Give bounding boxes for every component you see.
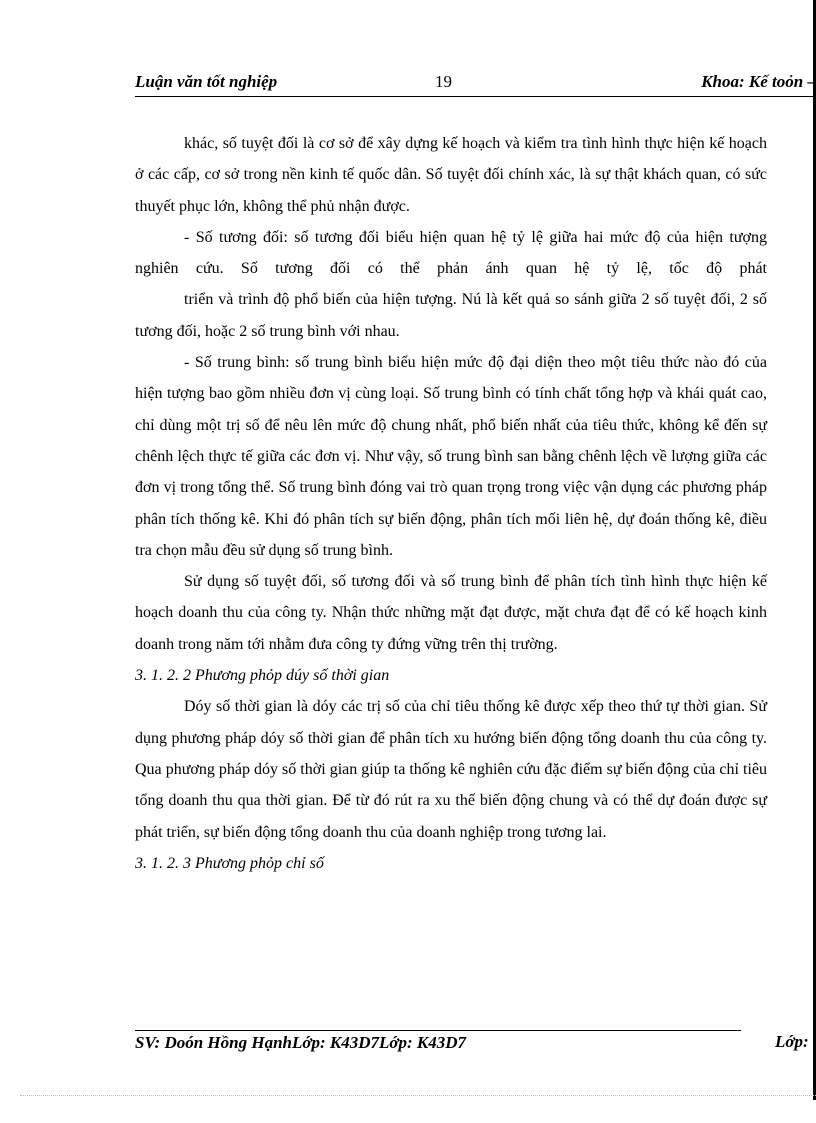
header-title: Luận văn tốt nghiệp [135, 72, 278, 91]
header-department: Khoa: Kế toỏn – [701, 72, 816, 91]
page-bottom-divider [20, 1095, 816, 1096]
paragraph-usage: Sử dụng số tuyệt đối, số tương đối và số trung bình để phân tích tình hình thực hiện kế hoạch doanh thu của công ty. Nhận thức những mặt đạt được, mặt chưa đạt để có kế hoạch kinh doanh trong năm tới nhằm đưa công ty đứng vững trên thị trường. [135, 573, 767, 653]
section-heading-time-series: 3. 1. 2. 2 Phương phỏp dúy số thời gian [135, 667, 390, 685]
paragraph-absolute-numbers: khác, số tuyệt đối là cơ sở để xây dựng kế hoạch và kiểm tra tình hình thực hiện kế hoạch ở các cấp, cơ sở trong nền kinh tế quốc dân. Số tuyệt đối chính xác, là sự thật khách quan, có sức thuyết phục lớn, không thể phủ nhận được. [135, 135, 767, 215]
footer-class-label: Lớp: [775, 1032, 809, 1051]
paragraph-relative-continued: triển và trình độ phổ biến của hiện tượng. Nú là kết quả so sánh giữa 2 số tuyệt đối, 2 số tương đối, hoặc 2 số trung bình với nhau. [135, 291, 767, 340]
document-body [135, 128, 767, 879]
page-number: 19 [435, 72, 452, 91]
footer-student-name: SV: Doón Hồng HạnhLớp: K43D7Lớp: K43D7 [135, 1033, 467, 1052]
page-header [135, 72, 816, 97]
paragraph-time-series: Dóy số thời gian là dóy các trị số của chỉ tiêu thống kê được xếp theo thứ tự thời gian. Sử dụng phương pháp dóy số thời gian để phân tích xu hướng biến động tổng doanh thu của công ty. Qua phương pháp dóy số thời gian giúp ta thống kê nghiên cứu đặc điểm sự biến động của chỉ tiêu tổng doanh thu qua thời gian. Để từ đó rút ra xu thế biến động chung và có thể dự đoán được sự phát triển, sự biến động tổng doanh thu của doanh nghiệp trong tương lai. [135, 698, 767, 841]
paragraph-average-numbers: - Số trung bình: số trung bình biểu hiện mức độ đại diện theo một tiêu thức nào đó của hiện tượng bao gồm nhiều đơn vị cùng loại. Số trung bình có tính chất tổng hợp và khái quát cao, chỉ dùng một trị số để nêu lên mức độ chung nhất, phổ biến nhất của tiêu thức, không kể đến sự chênh lệch thực tế giữa các đơn vị. Như vậy, số trung bình san bằng chênh lệch về lượng giữa các đơn vị trong tổng thể. Số trung bình đóng vai trò quan trọng trong việc vận dụng các phương pháp phân tích thống kê. Khi đó phân tích sự biến động, phân tích mối liên hệ, dự đoán thống kê, điều tra chọn mẫu đều sử dụng số trung bình. [135, 354, 767, 559]
page-footer [135, 1030, 741, 1052]
section-heading-index: 3. 1. 2. 3 Phương phỏp chỉ số [135, 854, 324, 872]
paragraph-relative-numbers: - Số tương đối: số tương đối biểu hiện quan hệ tỷ lệ giữa hai mức độ của hiện tượng nghiên cứu. Số tương đối có thể phản ánh quan hệ tỷ lệ, tốc độ phát [135, 228, 767, 278]
